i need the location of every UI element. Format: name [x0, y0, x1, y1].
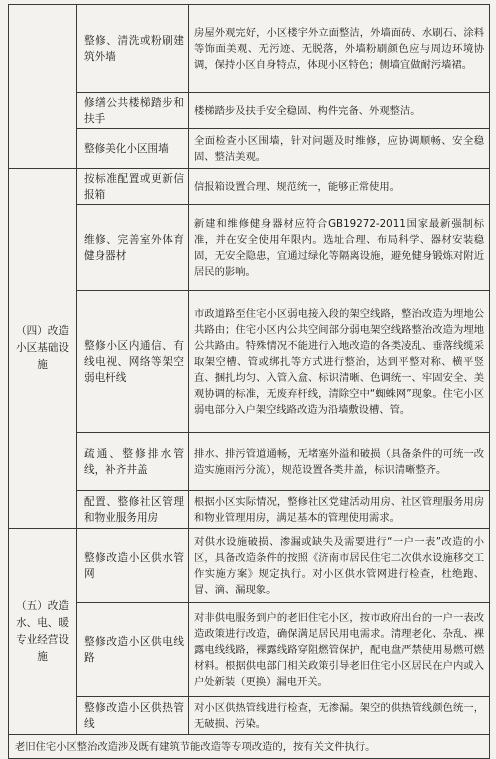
description-cell: 房屋外观完好，小区楼宇外立面整洁，外墙面砖、水刷石、涂料等饰面美观、无污迹、无脱落，外墙粉刷颜色应与周边环境协调，保持小区自身特点，体现小区特色；侧墙宜做耐污墙裙。 — [189, 5, 490, 93]
table-row — [9, 169, 490, 205]
description-cell: 楼梯踏步及扶手安全稳固、构件完备、外观整洁。 — [189, 93, 490, 129]
item-cell: 按标准配置或更新信报箱 — [77, 169, 189, 205]
description-cell: 根据小区实际情况，整修社区党建活动用房、社区管理服务用房和物业管理用房，满足基本的管理使用需求。 — [189, 491, 490, 529]
description-cell: 信报箱设置合理、规范统一，能够正常使用。 — [189, 169, 490, 205]
footer-note: 老旧住宅小区整治改造涉及既有建筑节能改造等专项改造的，按有关文件执行。 — [9, 735, 490, 759]
description-cell: 对非供电服务到户的老旧住宅小区，按市政府出台的一户一表改造政策进行改造，确保满足居民用电需求。清理老化、杂乱、裸露电线线路，裸露线路穿阻燃管保护，配电盘严禁使用易燃可燃材料。根据供电部门相关政策引导老旧住宅小区居民在户内或入户处新装（更换）漏电开关。 — [189, 603, 490, 697]
table-row — [9, 5, 490, 93]
category-cell-continued — [9, 5, 77, 169]
item-cell: 整修改造小区供热管线 — [77, 697, 189, 735]
item-cell: 维修、完善室外体育健身器材 — [77, 205, 189, 291]
table-row — [9, 491, 490, 529]
category-cell: （五）改造水、电、暖专业经营设施 — [9, 529, 77, 735]
table-row — [9, 529, 490, 603]
table-row — [9, 93, 490, 129]
item-cell: 整修改造小区供电线路 — [77, 603, 189, 697]
description-cell: 新建和维修健身器材应符合GB19272-2011国家最新强制标准，并在安全使用年限内。选址合理、布局科学、器材安装稳固，无安全隐患，宜通过绿化等隔离设施，避免健身锻炼对附近居民的影响。 — [189, 205, 490, 291]
item-cell: 整修美化小区围墙 — [77, 129, 189, 169]
table-row — [9, 129, 490, 169]
description-cell: 全面检查小区围墙，针对问题及时维修，应协调顺畅、安全稳固、整洁美观。 — [189, 129, 490, 169]
table-row — [9, 735, 490, 759]
description-cell: 对供水设施破损、渗漏或缺失及需要进行“一户一表”改造的小区，具备改造条件的按照《济南市居民住宅二次供水设施移交工作实施方案》规定执行。对小区供水管网进行检查，杜绝跑、冒、滴、漏现象。 — [189, 529, 490, 603]
description-cell: 排水、排污管道通畅，无堵塞外溢和破损（具备条件的可统一改造实施雨污分流），规范设置各类井盖，标识清晰整齐。 — [189, 433, 490, 491]
table-row — [9, 433, 490, 491]
item-cell: 整修、清洗或粉刷建筑外墙 — [77, 5, 189, 93]
description-cell: 对小区供热管线进行检查，无渗漏。架空的供热管线颜色统一，无破损、污染。 — [189, 697, 490, 735]
item-cell: 整修改造小区供水管网 — [77, 529, 189, 603]
table-row — [9, 603, 490, 697]
item-cell: 整修小区内通信、有线电视、网络等架空弱电杆线 — [77, 291, 189, 433]
renovation-standards-table — [8, 4, 490, 759]
item-cell: 修缮公共楼梯踏步和扶手 — [77, 93, 189, 129]
table-row — [9, 291, 490, 433]
description-cell: 市政道路至住宅小区弱电接入段的架空线路，整治改造为埋地公共路由；住宅小区内公共空间部分弱电架空线路整治改造为埋地公共路由。特殊情况不能进行入地改造的各类凌乱、垂落线缆采取架空槽、管或绑扎等方式进行整治，达到平整对称、横平竖直、捆扎均匀、入管入盒、标识清晰、色调统一、牢固安全、美观协调的标准，无废弃杆线，清除空中“蜘蛛网”现象。住宅小区弱电部分入户架空线路改造为沿墙敷设槽、管。 — [189, 291, 490, 433]
table-row — [9, 205, 490, 291]
item-cell: 疏通、整修排水管线，补齐井盖 — [77, 433, 189, 491]
category-cell: （四）改造小区基础设施 — [9, 169, 77, 529]
item-cell: 配置、整修社区管理和物业服务用房 — [77, 491, 189, 529]
